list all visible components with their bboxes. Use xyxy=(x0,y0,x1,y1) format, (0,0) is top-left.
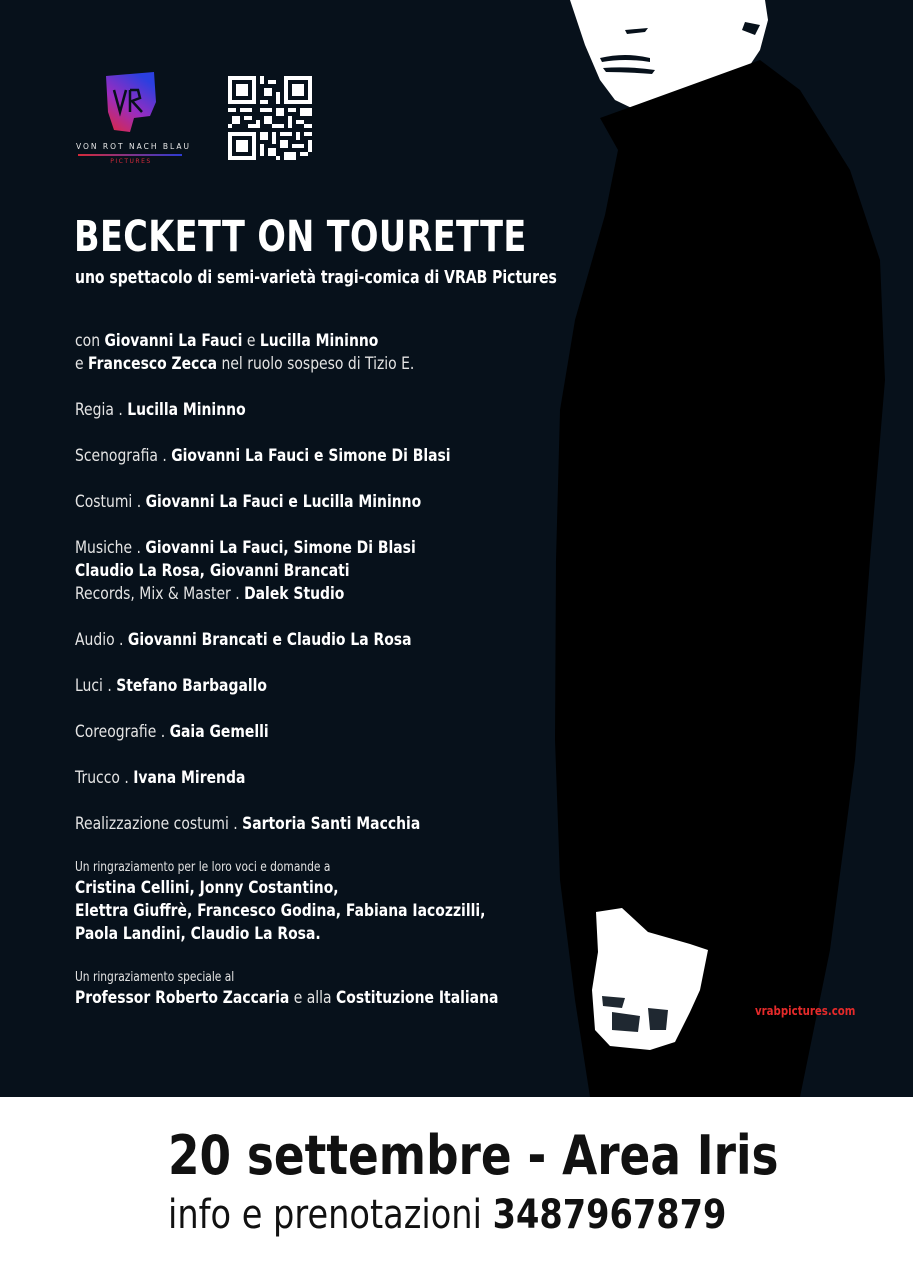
event-date-location: 20 settembre - Area Iris xyxy=(168,1124,779,1187)
credit-label: Scenografia . xyxy=(75,446,172,466)
credit-realizzazione-costumi xyxy=(75,813,567,836)
website-link[interactable]: vrabpictures.com xyxy=(755,1004,856,1018)
show-subtitle: uno spettacolo di semi-varietà tragi-comica di VRAB Pictures xyxy=(75,268,557,288)
thanks-names: Elettra Giuffrè, Francesco Godina, Fabiana Iacozzilli, xyxy=(75,901,486,921)
credit-label: Regia . xyxy=(75,400,128,420)
event-info xyxy=(168,1192,726,1238)
vrab-logo xyxy=(76,70,191,170)
cast-block xyxy=(75,330,567,376)
credit-value: Lucilla Mininno xyxy=(127,400,246,420)
thanks-names: Paola Landini, Claudio La Rosa. xyxy=(75,924,321,944)
logo-subtext: PICTURES xyxy=(110,158,152,165)
cast-e-2: e xyxy=(75,354,89,374)
credit-regia xyxy=(75,399,567,422)
man-in-turtleneck-illustration xyxy=(540,0,913,1097)
thanks-names: Cristina Cellini, Jonny Costantino, xyxy=(75,878,339,898)
cast-actor-2: Lucilla Mininno xyxy=(259,331,379,351)
credit-musiche xyxy=(75,537,567,606)
thanks-block xyxy=(75,859,567,946)
credit-label: Coreografie . xyxy=(75,722,170,742)
logo-mark-icon xyxy=(104,72,158,134)
credit-coreografie xyxy=(75,721,567,744)
special-thanks-name: Costituzione Italiana xyxy=(336,988,499,1008)
credit-value: Stefano Barbagallo xyxy=(116,676,267,696)
cast-con: con xyxy=(75,331,105,351)
credits xyxy=(75,330,567,1033)
special-thanks-name: Professor Roberto Zaccaria xyxy=(75,988,290,1008)
show-title: BECKETT ON TOURETTE xyxy=(74,212,527,262)
credit-value: Giovanni La Fauci, Simone Di Blasi xyxy=(145,538,416,558)
logo-text: VON ROT NACH BLAU xyxy=(76,142,191,151)
credit-value: Giovanni Brancati e Claudio La Rosa xyxy=(127,630,412,650)
credit-value: Sartoria Santi Macchia xyxy=(242,814,421,834)
credit-value: Giovanni La Fauci e Lucilla Mininno xyxy=(145,492,422,512)
credit-value: Giovanni La Fauci e Simone Di Blasi xyxy=(171,446,451,466)
credit-label: Musiche . xyxy=(75,538,146,558)
credit-label: Audio . xyxy=(75,630,128,650)
credit-value: Dalek Studio xyxy=(244,584,345,604)
credit-audio xyxy=(75,629,567,652)
phone-number[interactable]: 3487967879 xyxy=(492,1192,727,1238)
special-thanks-block xyxy=(75,969,567,1010)
credit-value: Gaia Gemelli xyxy=(169,722,269,742)
cast-actor-3: Francesco Zecca xyxy=(88,354,218,374)
special-thanks-and: e alla xyxy=(289,988,337,1008)
credit-label: Luci . xyxy=(75,676,117,696)
info-label: info e prenotazioni xyxy=(168,1192,493,1238)
qr-code-icon[interactable] xyxy=(228,76,312,160)
credit-label: Trucco . xyxy=(75,768,134,788)
credit-scenografia xyxy=(75,445,567,468)
cast-e-1: e xyxy=(242,331,260,351)
credit-trucco xyxy=(75,767,567,790)
credit-luci xyxy=(75,675,567,698)
credit-label: Realizzazione costumi . xyxy=(75,814,243,834)
cast-actor-1: Giovanni La Fauci xyxy=(104,331,243,351)
cast-role: nel ruolo sospeso di Tizio E. xyxy=(217,354,415,374)
credit-value: Ivana Mirenda xyxy=(133,768,246,788)
credit-label: Records, Mix & Master . xyxy=(75,584,245,604)
credit-costumi xyxy=(75,491,567,514)
special-thanks-label: Un ringraziamento speciale al xyxy=(75,970,235,985)
logo-underline xyxy=(78,154,182,156)
thanks-label: Un ringraziamento per le loro voci e domande a xyxy=(75,860,331,875)
credit-value: Claudio La Rosa, Giovanni Brancati xyxy=(75,561,350,581)
credit-label: Costumi . xyxy=(75,492,146,512)
